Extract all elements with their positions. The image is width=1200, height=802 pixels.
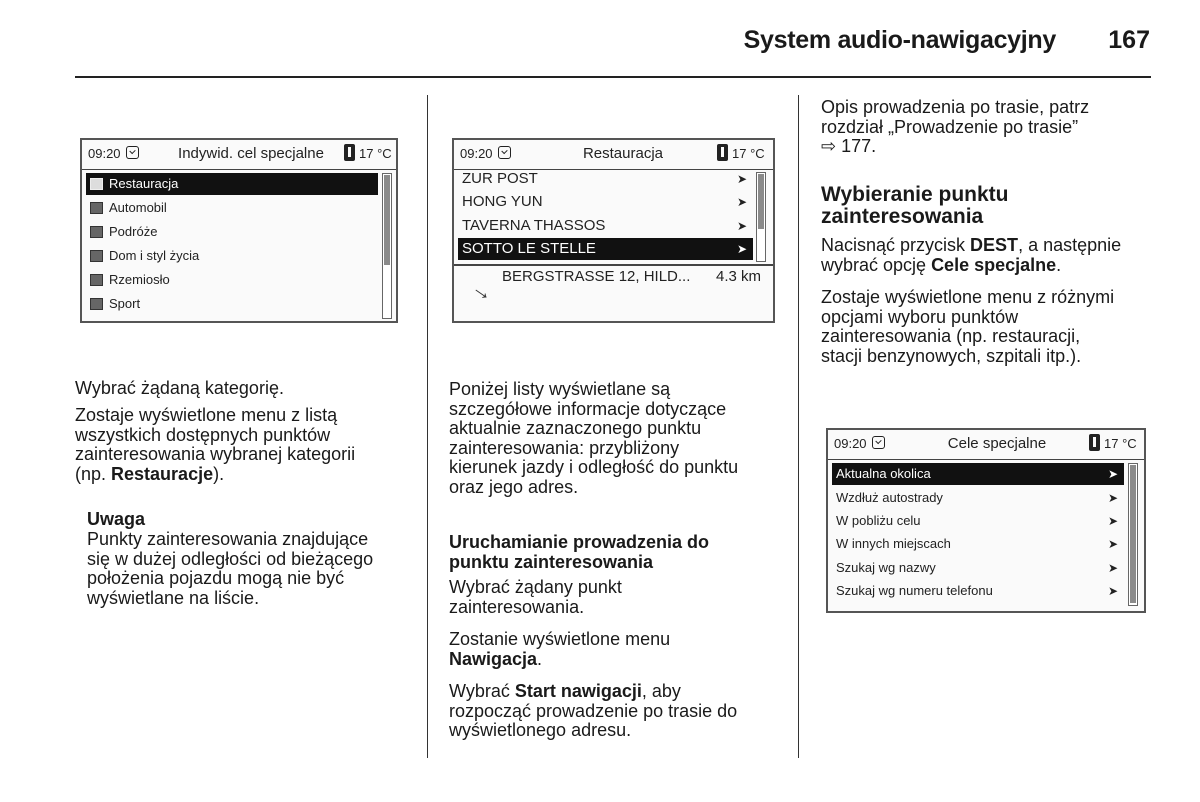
clock-time: 09:20 xyxy=(460,146,493,161)
tools-icon xyxy=(90,274,103,286)
thermometer-icon xyxy=(1089,434,1100,451)
paragraph: Zostaje wyświetlone menu z listą wszystkich dostępnych punktów zainteresowania wybranej kategorii (np. Restauracje). xyxy=(75,405,356,484)
chevron-right-icon: ➤ xyxy=(736,242,747,256)
poi-distance: 4.3 km xyxy=(716,268,762,285)
page-reference[interactable]: ⇨ 177. xyxy=(821,136,877,156)
paragraph: Zostaje wyświetlone menu z różnymi opcjami wyboru punktów zainteresowania (np. restauracji, stacji benzynowych, szpitali itp.). xyxy=(821,287,1115,366)
temperature: 17 °C xyxy=(1104,436,1137,451)
screen-status-bar xyxy=(454,140,773,170)
chevron-right-icon: ➤ xyxy=(1107,514,1118,528)
scrollbar[interactable] xyxy=(382,173,392,319)
scrollbar[interactable] xyxy=(756,172,766,262)
menu-item-sport[interactable]: Sport xyxy=(86,293,378,315)
car-icon xyxy=(90,202,103,214)
clock-icon xyxy=(126,146,139,159)
menu-item-automobil[interactable]: Automobil xyxy=(86,197,378,219)
menu-item-wzdluz-autostrady[interactable]: Wzdłuż autostrady ➤ xyxy=(832,487,1124,509)
chevron-right-icon: ➤ xyxy=(1107,584,1118,598)
paragraph: Wybrać Start nawigacji, aby rozpocząć prowadzenie po trasie do wyświetlonego adresu. xyxy=(449,681,738,740)
temperature: 17 °C xyxy=(732,146,765,161)
paragraph: Wybrać żądany punkt zainteresowania. xyxy=(449,577,622,617)
chevron-right-icon: ➤ xyxy=(736,219,747,233)
screen-restaurant-list xyxy=(452,138,775,323)
column-divider-2 xyxy=(798,95,799,758)
subheading: Uruchamianie prowadzenia do punktu zainteresowania xyxy=(449,532,710,572)
chevron-right-icon: ➤ xyxy=(736,172,747,186)
restaurant-icon xyxy=(90,178,103,190)
list-item-zur-post[interactable]: ZUR POST ➤ xyxy=(458,168,753,190)
screen-title: Cele specjalne xyxy=(947,435,1047,452)
section-heading: Wybieranie punktu zainteresowania xyxy=(821,183,1009,228)
clock-icon xyxy=(498,146,511,159)
menu-item-szukaj-wg-telefonu[interactable]: Szukaj wg numeru telefonu ➤ xyxy=(832,580,1124,602)
paragraph: Nacisnąć przycisk DEST, a następnie wybrać opcję Cele specjalne. xyxy=(821,235,1122,275)
paragraph: Wybrać żądaną kategorię. xyxy=(75,378,284,398)
menu-item-dom[interactable]: Dom i styl życia xyxy=(86,245,378,267)
menu-item-podroze[interactable]: Podróże xyxy=(86,221,378,243)
clock-icon xyxy=(872,436,885,449)
scrollbar[interactable] xyxy=(1128,463,1138,606)
poi-address: BERGSTRASSE 12, HILD... xyxy=(502,268,691,285)
list-item-taverna-thassos[interactable]: TAVERNA THASSOS ➤ xyxy=(458,215,753,237)
screen-status-bar xyxy=(82,140,396,170)
thermometer-icon xyxy=(344,144,355,161)
scrollbar-thumb[interactable] xyxy=(384,175,390,265)
paragraph: Poniżej listy wyświetlane są szczegółowe informacje dotyczące aktualnie zaznaczonego punktu zainteresowania: przybliżony kierunek jazdy i odległość do punktu oraz jego adres. xyxy=(449,379,739,497)
list-item-sotto-le-stelle[interactable]: SOTTO LE STELLE ➤ xyxy=(458,238,753,260)
screen-title: Restauracja xyxy=(582,145,664,162)
page-number: 167 xyxy=(1108,26,1150,54)
screen-status-bar xyxy=(828,430,1144,460)
screen-special-destinations xyxy=(826,428,1146,613)
paragraph: Zostanie wyświetlone menu Nawigacja. xyxy=(449,629,671,669)
menu-item-aktualna-okolica[interactable]: Aktualna okolica ➤ xyxy=(832,463,1124,485)
list-item-hong-yun[interactable]: HONG YUN ➤ xyxy=(458,191,753,213)
column-divider-1 xyxy=(427,95,428,758)
house-icon xyxy=(90,250,103,262)
chevron-right-icon: ➤ xyxy=(1107,561,1118,575)
paragraph: Opis prowadzenia po trasie, patrz rozdział „Prowadzenie po trasie” ⇨ 177. xyxy=(821,97,1090,156)
menu-item-rzemioslo[interactable]: Rzemiosło xyxy=(86,269,378,291)
clock-time: 09:20 xyxy=(88,146,121,161)
scrollbar-thumb[interactable] xyxy=(1130,465,1136,603)
note-title: Uwaga xyxy=(87,509,146,529)
menu-item-restauracja[interactable]: Restauracja xyxy=(86,173,378,195)
chevron-right-icon: ➤ xyxy=(1107,537,1118,551)
scrollbar-thumb[interactable] xyxy=(758,174,764,229)
clock-time: 09:20 xyxy=(834,436,867,451)
thermometer-icon xyxy=(717,144,728,161)
travel-icon xyxy=(90,226,103,238)
chevron-right-icon: ➤ xyxy=(736,195,747,209)
note-body: Punkty zainteresowania znajdujące się w dużej odległości od bieżącego położenia pojazdu mogą nie być wyświetlane na liście. xyxy=(87,529,374,608)
menu-item-w-innych-miejscach[interactable]: W innych miejscach ➤ xyxy=(832,533,1124,555)
screen-poi-categories xyxy=(80,138,398,323)
temperature: 17 °C xyxy=(359,146,392,161)
chevron-right-icon: ➤ xyxy=(1107,467,1118,481)
screen-title: Indywid. cel specjalne xyxy=(178,145,324,162)
page-header-title: System audio-nawigacyjny xyxy=(743,26,1056,54)
direction-arrow-icon: → xyxy=(467,274,500,308)
menu-item-szukaj-wg-nazwy[interactable]: Szukaj wg nazwy ➤ xyxy=(832,557,1124,579)
header-rule xyxy=(75,76,1151,78)
info-divider xyxy=(454,264,773,266)
chevron-right-icon: ➤ xyxy=(1107,491,1118,505)
sport-icon xyxy=(90,298,103,310)
menu-item-w-poblizu-celu[interactable]: W pobliżu celu ➤ xyxy=(832,510,1124,532)
